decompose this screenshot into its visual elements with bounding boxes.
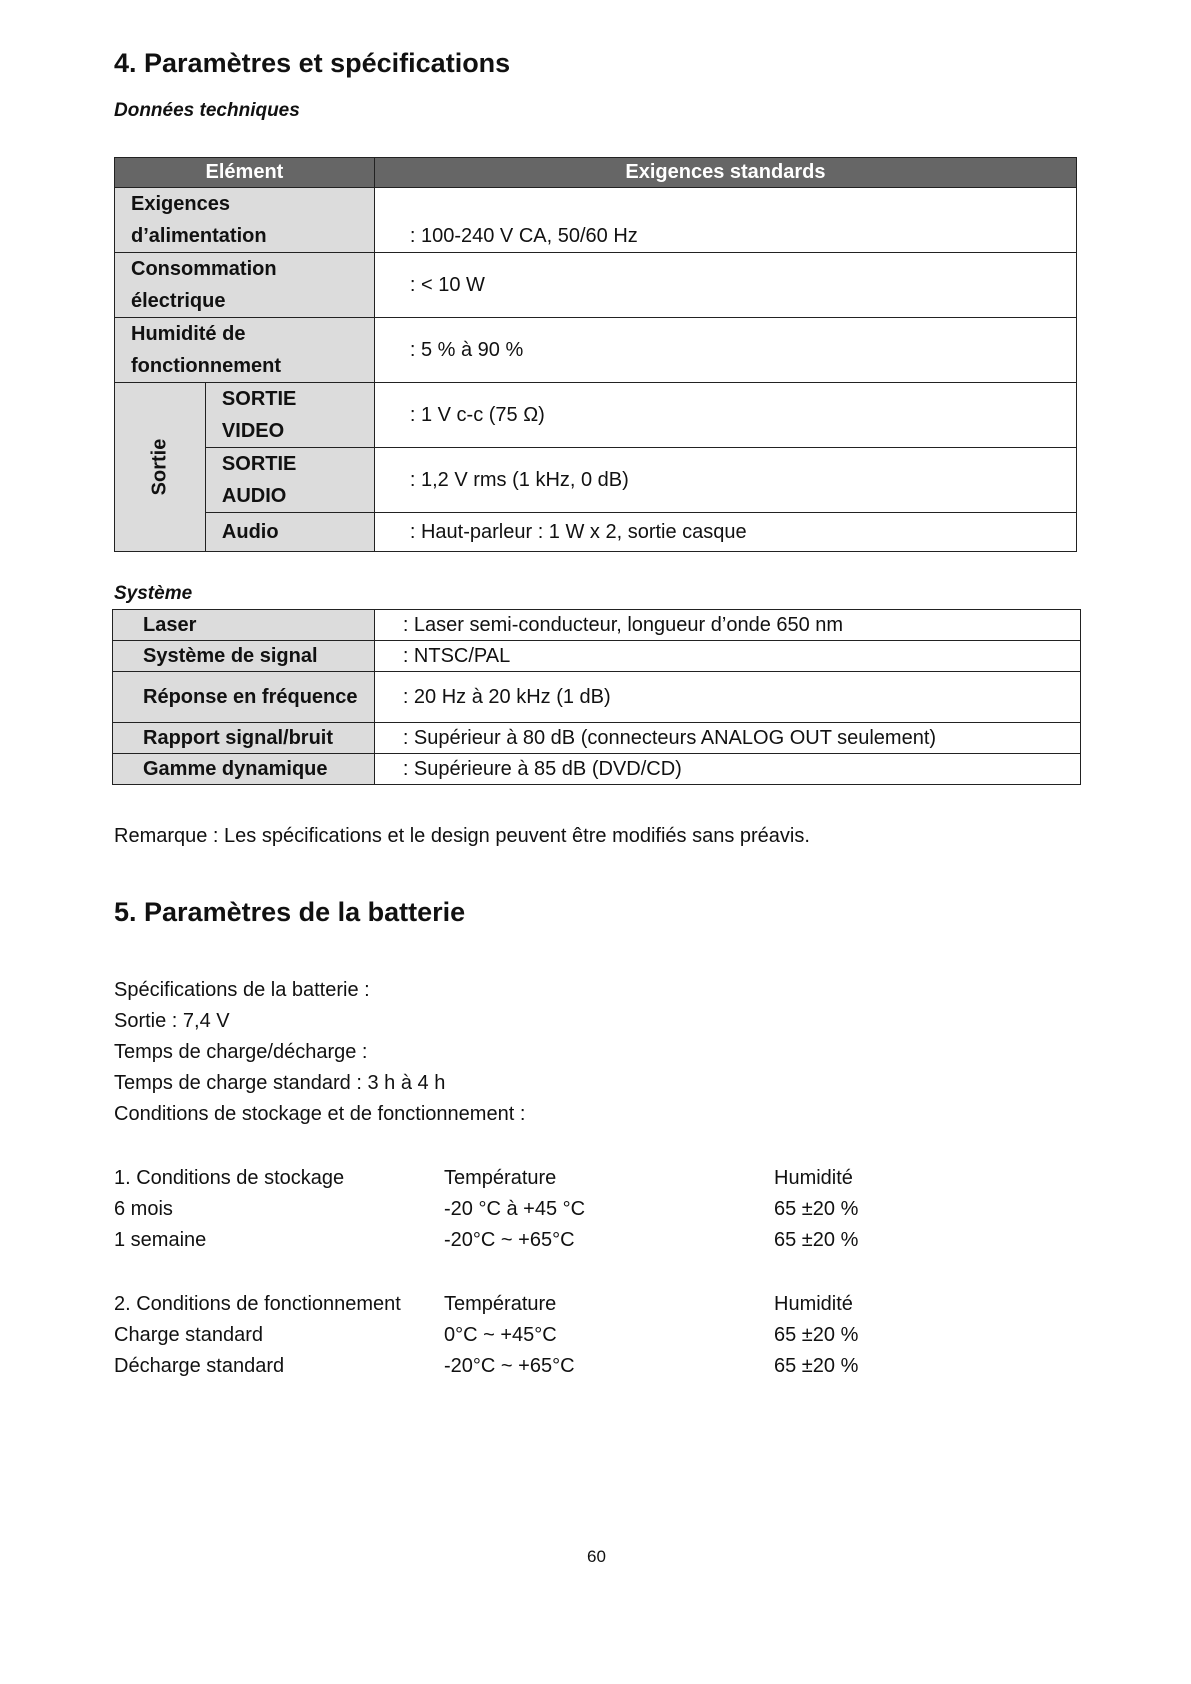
battery-line: Spécifications de la batterie : [114, 979, 370, 1001]
temperature-value: 0°C ~ +45°C [444, 1324, 557, 1346]
storage-col-humidity [774, 1163, 858, 1256]
row-label: Système de signal [113, 641, 375, 672]
table-row [113, 641, 1081, 672]
temperature-value: -20°C ~ +65°C [444, 1229, 575, 1251]
row-label: AUDIO [221, 485, 287, 507]
row-label: SORTIE [221, 453, 297, 475]
humidity-value: 65 ±20 % [774, 1355, 859, 1377]
row-label: électrique [131, 290, 226, 312]
row-value: : 1 V c-c (75 Ω) [374, 383, 1076, 448]
operation-col-humidity [774, 1289, 858, 1382]
temperature-value: -20°C ~ +65°C [444, 1355, 575, 1377]
section-5-title: 5. Paramètres de la batterie [114, 897, 466, 927]
table-row [113, 672, 1081, 723]
specs-note: Remarque : Les spécifications et le design peuvent être modifiés sans préavis. [114, 825, 810, 847]
storage-period: 6 mois [114, 1198, 173, 1220]
humidity-value: 65 ±20 % [774, 1229, 859, 1251]
table-row [113, 723, 1081, 754]
operation-col-temperature [444, 1289, 575, 1382]
table-row [115, 318, 1077, 383]
row-label: Gamme dynamique [113, 754, 375, 785]
storage-col-conditions [114, 1163, 344, 1256]
table-row [115, 383, 1077, 448]
table-row [115, 513, 1077, 552]
header-element: Elément [115, 158, 375, 188]
battery-line: Temps de charge standard : 3 h à 4 h [114, 1072, 446, 1094]
row-value: : 1,2 V rms (1 kHz, 0 dB) [374, 448, 1076, 513]
row-value: : 100-240 V CA, 50/60 Hz [374, 188, 1076, 253]
humidity-value: 65 ±20 % [774, 1198, 859, 1220]
row-value: : Haut-parleur : 1 W x 2, sortie casque [374, 513, 1076, 552]
table-row [113, 610, 1081, 641]
row-label: Consommation [131, 258, 277, 280]
operation-heading: 2. Conditions de fonctionnement [114, 1293, 401, 1315]
humidity-value: 65 ±20 % [774, 1324, 859, 1346]
header-standards: Exigences standards [374, 158, 1076, 188]
battery-line: Temps de charge/décharge : [114, 1041, 368, 1063]
humidity-heading: Humidité [774, 1167, 853, 1189]
storage-period: 1 semaine [114, 1229, 207, 1251]
battery-line: Sortie : 7,4 V [114, 1010, 230, 1032]
row-label: Laser [113, 610, 375, 641]
table-row [115, 448, 1077, 513]
table-row [115, 253, 1077, 318]
row-label: Rapport signal/bruit [113, 723, 375, 754]
system-table [112, 609, 1081, 785]
table-row [113, 754, 1081, 785]
technical-data-table [114, 157, 1077, 552]
row-value: : 20 Hz à 20 kHz (1 dB) [374, 672, 1080, 723]
sortie-group-cell [115, 383, 206, 552]
temperature-heading: Température [444, 1293, 557, 1315]
page-number: 60 [587, 1547, 606, 1566]
row-label: d’alimentation [131, 225, 267, 247]
storage-col-temperature [444, 1163, 585, 1256]
row-value: : 5 % à 90 % [374, 318, 1076, 383]
technical-data-subtitle: Données techniques [114, 100, 300, 121]
row-label: Humidité de [131, 323, 246, 345]
row-label: fonctionnement [131, 355, 281, 377]
row-value: : Supérieur à 80 dB (connecteurs ANALOG OUT seulement) [374, 723, 1080, 754]
operation-mode: Charge standard [114, 1324, 263, 1346]
row-label: VIDEO [221, 420, 285, 442]
row-label: Audio [205, 513, 374, 552]
row-label: Réponse en fréquence [113, 672, 375, 723]
row-label: SORTIE [221, 388, 297, 410]
row-value: : Laser semi-conducteur, longueur d’onde 650 nm [374, 610, 1080, 641]
operation-col-conditions [114, 1289, 401, 1382]
humidity-heading: Humidité [774, 1293, 853, 1315]
section-4-title: 4. Paramètres et spécifications [114, 48, 511, 78]
table-row [115, 188, 1077, 253]
row-value: : < 10 W [374, 253, 1076, 318]
temperature-heading: Température [444, 1167, 557, 1189]
row-value: : Supérieure à 85 dB (DVD/CD) [374, 754, 1080, 785]
temperature-value: -20 °C à +45 °C [444, 1198, 586, 1220]
battery-line: Conditions de stockage et de fonctionnement : [114, 1103, 526, 1125]
operation-mode: Décharge standard [114, 1355, 285, 1377]
row-value: : NTSC/PAL [374, 641, 1080, 672]
sortie-group-label: Sortie [148, 438, 171, 496]
row-label: Exigences [131, 193, 230, 215]
storage-heading: 1. Conditions de stockage [114, 1167, 345, 1189]
system-subtitle: Système [114, 583, 193, 604]
battery-spec-lines [114, 975, 525, 1130]
